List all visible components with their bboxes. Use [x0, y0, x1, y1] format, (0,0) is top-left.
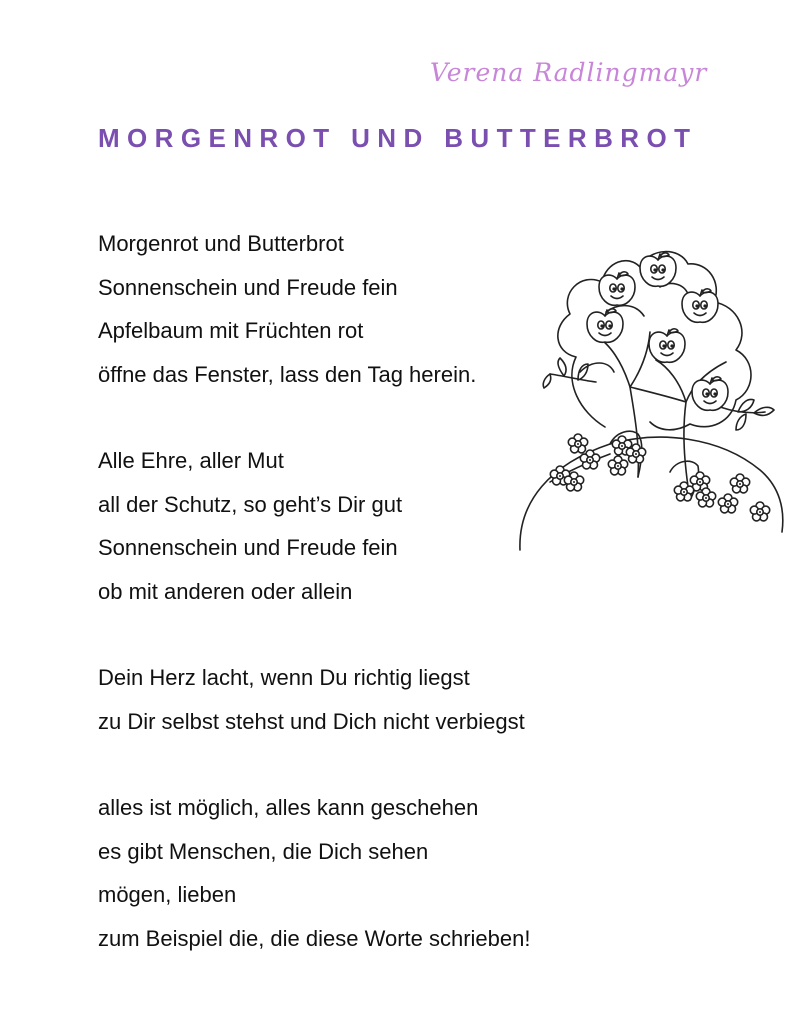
poem-line: Alle Ehre, aller Mut: [98, 448, 284, 473]
poem-line: alles ist möglich, alles kann geschehen: [98, 795, 479, 820]
author-signature: Verena Radlingmayr: [430, 58, 708, 87]
poem-title: MORGENROT UND BUTTERBROT: [98, 123, 698, 153]
poem-line: ob mit anderen oder allein: [98, 578, 353, 604]
poem-line: zu Dir selbst stehst und Dich nicht verbiegst: [98, 708, 525, 734]
stanza: [98, 786, 658, 960]
poem-line: Morgenrot und Butterbrot: [98, 231, 344, 256]
poem-line: Apfelbaum mit Früchten rot: [98, 318, 364, 343]
poem-line: mögen, lieben: [98, 882, 237, 907]
poem-line: es gibt Menschen, die Dich sehen: [98, 838, 429, 864]
apple-tree-illustration: [510, 232, 785, 572]
poem-line: zum Beispiel die, die diese Worte schrieben!: [98, 925, 531, 951]
poem-line: öffne das Fenster, lass den Tag herein.: [98, 361, 477, 387]
poem-line: Sonnenschein und Freude fein: [98, 274, 398, 300]
stanza: [98, 656, 658, 743]
poem-line: Dein Herz lacht, wenn Du richtig liegst: [98, 665, 470, 690]
poem-line: Sonnenschein und Freude fein: [98, 535, 398, 560]
poem-line: all der Schutz, so geht’s Dir gut: [98, 491, 403, 517]
